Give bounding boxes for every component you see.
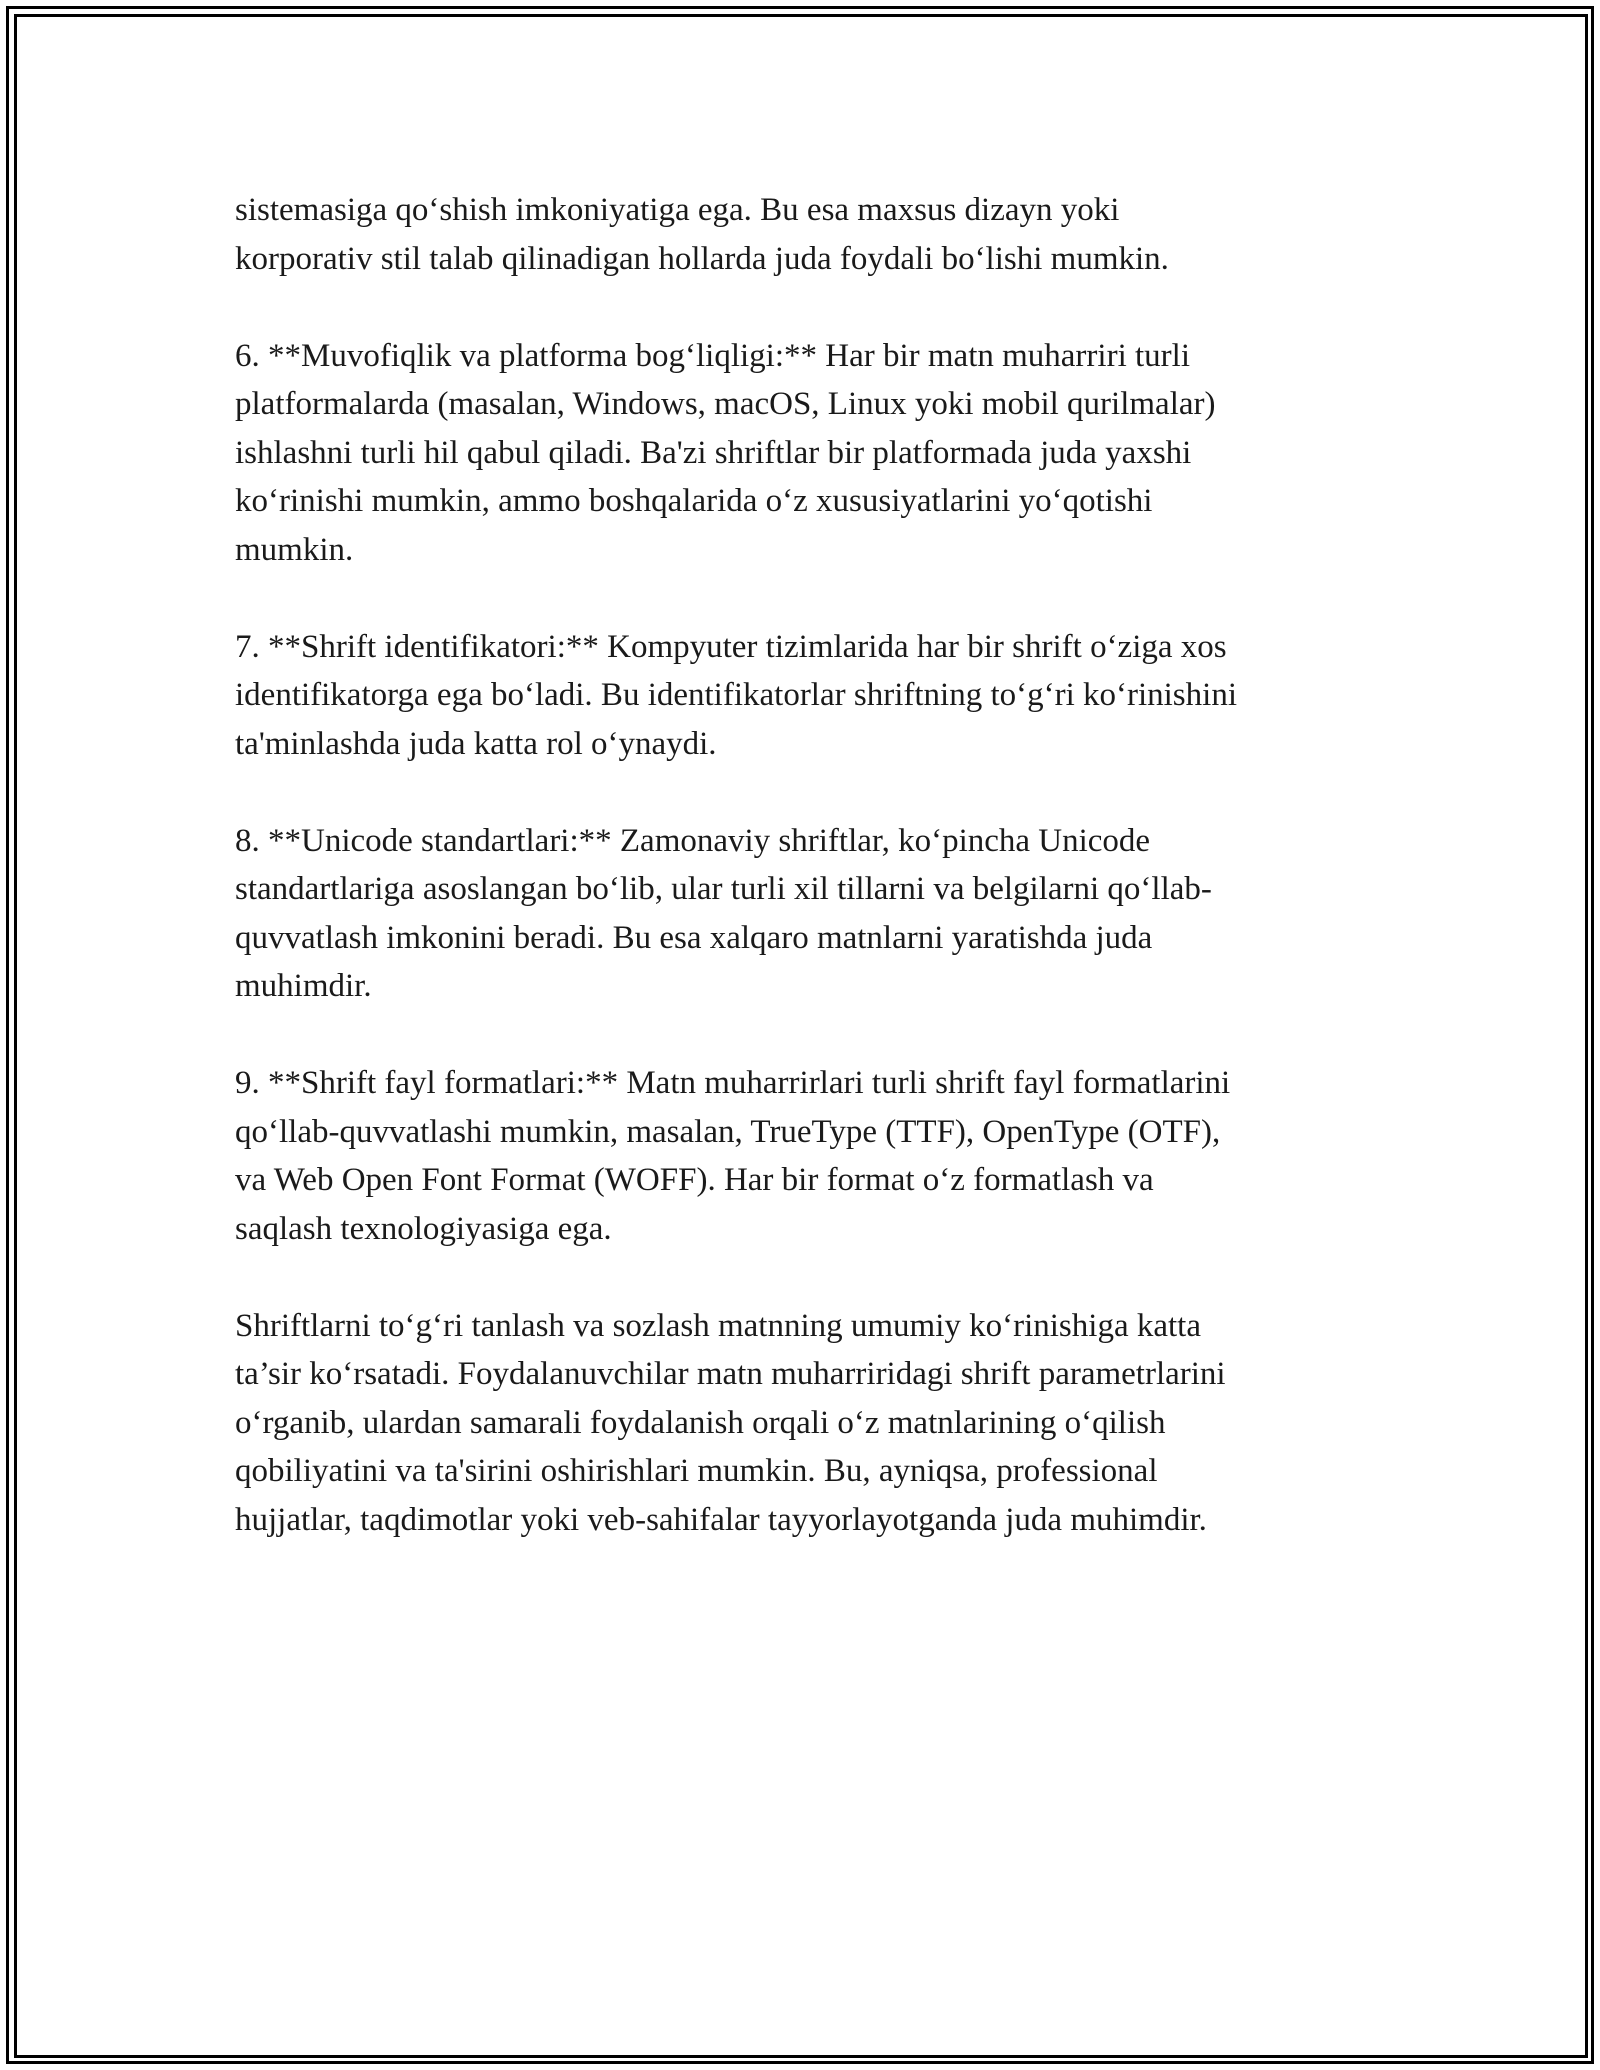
paragraph-conclusion: Shriftlarni to‘g‘ri tanlash va sozlash matnning umumiy ko‘rinishiga katta ta’sir ko‘rsatadi. Foydalanuvchilar matn muharriridagi shrift parametrlarini o‘rganib, ulardan samarali foydalanish orqali o‘z matnlarining o‘qilish qobiliyatini va ta'sirini oshirishlari mumkin. Bu, ayniqsa, professional hujjatlar, taqdimotlar yoki veb-sahifalar tayyorlayotganda juda muhimdir.	[235, 1307, 1226, 1538]
paragraph-item-9: 9. **Shrift fayl formatlari:** Matn muharrirlari turli shrift fayl formatlarini qo‘llab-quvvatlashi mumkin, masalan, TrueType (TTF), OpenType (OTF), va Web Open Font Format (WOFF). Har bir format o‘z formatlash va saqlash texnologiyasiga ega.	[235, 1065, 1231, 1247]
paragraph-item-7: 7. **Shrift identifikatori:** Kompyuter tizimlarida har bir shrift o‘ziga xos identifikatorga ega bo‘ladi. Bu identifikatorlar shriftning to‘g‘ri ko‘rinishini ta'minlashda juda katta rol o‘ynaydi.	[235, 628, 1237, 762]
paragraph-item-8: 8. **Unicode standartlari:** Zamonaviy shriftlar, ko‘pincha Unicode standartlariga asoslangan bo‘lib, ular turli xil tillarni va belgilarni qo‘llab- quvvatlash imkonini beradi. Bu esa xalqaro matnlarni yaratishda juda muhimdir.	[235, 822, 1212, 1004]
document-body	[235, 186, 1375, 1544]
paragraph-intro-continuation: sistemasiga qo‘shish imkoniyatiga ega. Bu esa maxsus dizayn yoki korporativ stil talab qilinadigan hollarda juda foydali bo‘lishi mumkin.	[235, 192, 1169, 277]
paragraph-item-6: 6. **Muvofiqlik va platforma bog‘liqligi:** Har bir matn muharriri turli platformalarda (masalan, Windows, macOS, Linux yoki mobil qurilmalar) ishlashni turli hil qabul qiladi. Ba'zi shriftlar bir platformada juda yaxshi ko‘rinishi mumkin, ammo boshqalarida o‘z xususiyatlarini yo‘qotishi mumkin.	[235, 337, 1216, 568]
